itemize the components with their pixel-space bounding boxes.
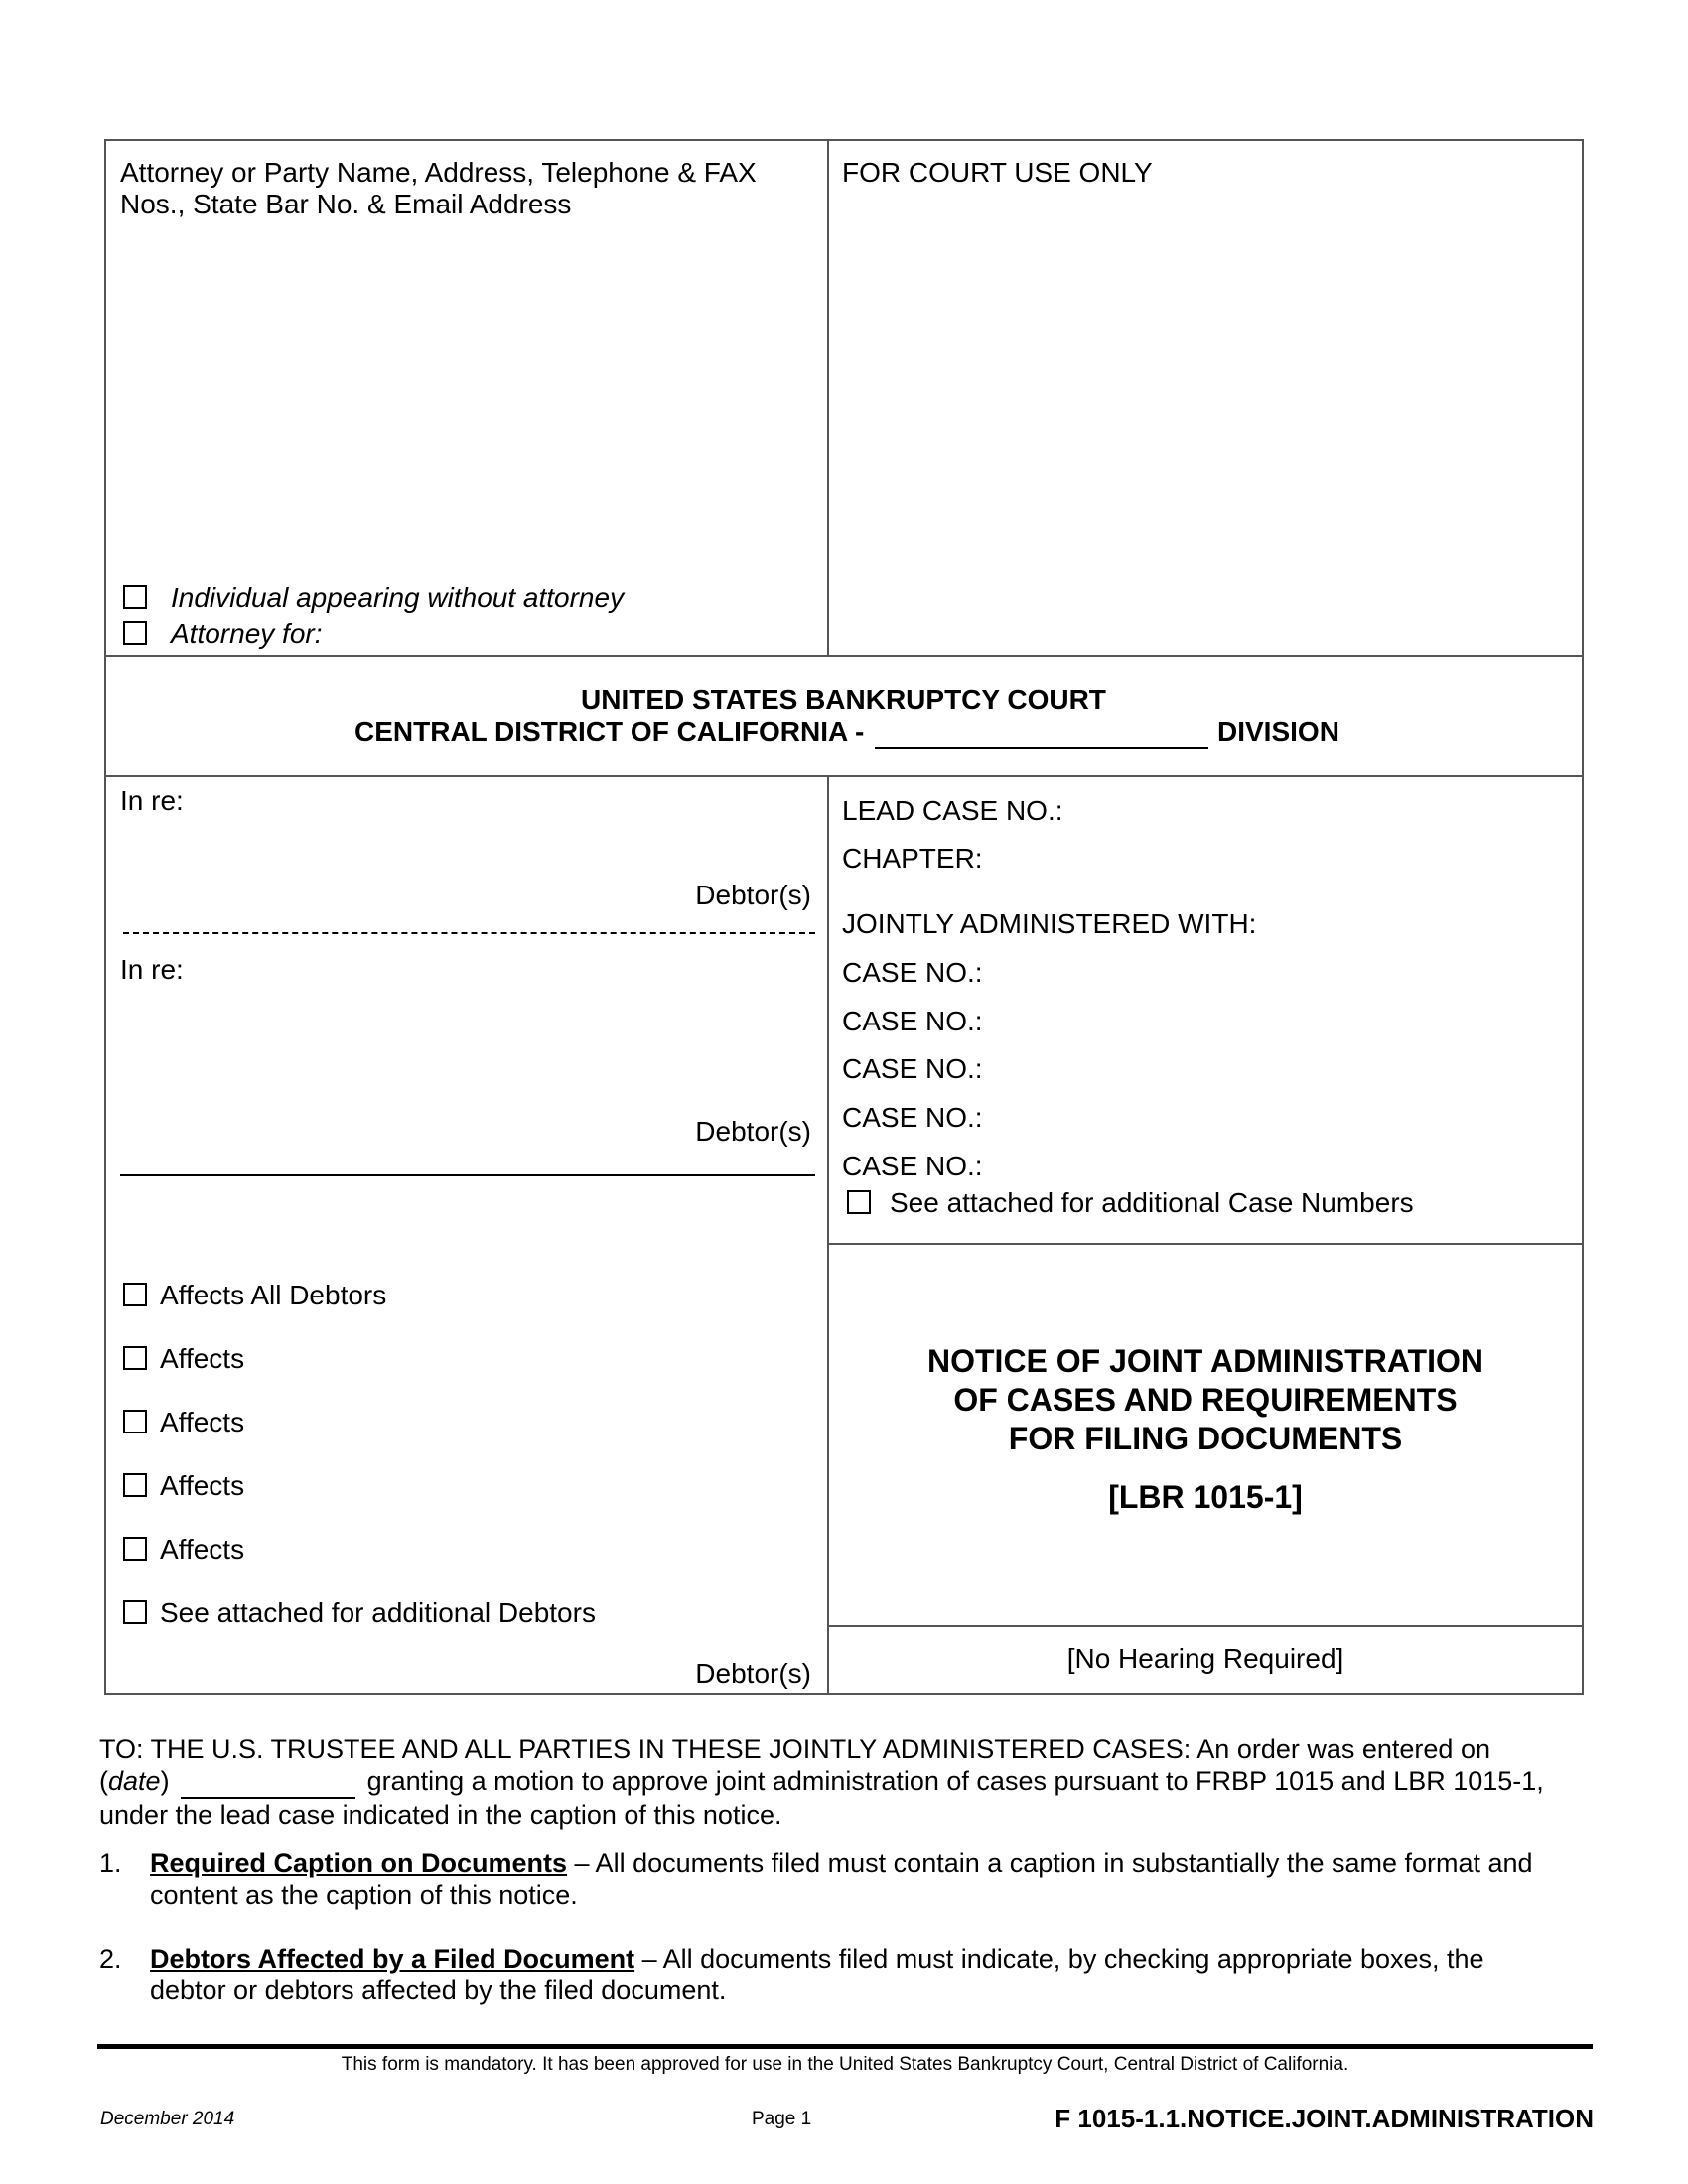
item2-line1-text: – All documents filed must indicate, by checking appropriate boxes, the (634, 1944, 1484, 1974)
item2-number: 2. (99, 1944, 122, 1974)
item1-line2: content as the caption of this notice. (150, 1880, 578, 1910)
form-row-divider-2 (104, 775, 1584, 777)
item1-line1 (150, 1847, 1533, 1879)
division-suffix: DIVISION (1217, 716, 1339, 747)
affects-label-3: Affects (160, 1470, 245, 1501)
form-row-divider-1 (104, 655, 1584, 657)
item2-heading: Debtors Affected by a Filed Document (150, 1944, 635, 1974)
additional-cases-label: See attached for additional Case Numbers (890, 1187, 1414, 1218)
footer-page: Page 1 (752, 2109, 812, 2129)
affects-label-1: Affects (160, 1343, 245, 1374)
form-border-top (104, 139, 1584, 141)
notice-title-line3: FOR FILING DOCUMENTS (1008, 1421, 1403, 1456)
affects-checkbox-2[interactable] (123, 1410, 147, 1433)
attorney-label-line1: Attorney or Party Name, Address, Telephone & FAX (120, 157, 757, 188)
item2-line1 (150, 1943, 1484, 1975)
additional-cases-checkbox[interactable] (847, 1190, 871, 1214)
rule-reference: [LBR 1015-1] (1108, 1479, 1303, 1515)
affects-checkbox-3[interactable] (123, 1473, 147, 1497)
case-no-5: CASE NO.: (842, 1151, 983, 1181)
footer-date: December 2014 (100, 2109, 235, 2129)
case-no-2: CASE NO.: (842, 1006, 983, 1036)
additional-debtors-checkbox[interactable] (123, 1600, 147, 1624)
additional-debtors-label: See attached for additional Debtors (160, 1597, 596, 1628)
form-divider-lower (827, 775, 829, 1695)
in-re-1: In re: (120, 785, 184, 816)
item1-text (150, 1847, 1533, 1911)
jointly-administered-label: JOINTLY ADMINISTERED WITH: (842, 908, 1257, 939)
attorney-for-checkbox[interactable] (123, 621, 147, 645)
division-blank[interactable] (875, 747, 1208, 749)
affects-label-4: Affects (160, 1534, 245, 1565)
case-no-1: CASE NO.: (842, 957, 983, 988)
item1-line1-text: – All documents filed must contain a caption in substantially the same format and (567, 1848, 1533, 1878)
form-border-right (1582, 139, 1584, 1695)
case-no-4: CASE NO.: (842, 1102, 983, 1133)
form-divider-upper (827, 139, 829, 657)
affects-all-checkbox[interactable] (123, 1283, 147, 1306)
debtor-label-2: Debtor(s) (695, 1116, 811, 1147)
debtor-label-3: Debtor(s) (695, 1658, 811, 1689)
attorney-label (120, 157, 757, 220)
court-use-label: FOR COURT USE ONLY (842, 157, 1153, 188)
court-name: UNITED STATES BANKRUPTCY COURT (581, 684, 1106, 715)
attorney-label-line2: Nos., State Bar No. & Email Address (120, 189, 572, 219)
item2-text (150, 1943, 1484, 2006)
title-section-bottom (827, 1625, 1584, 1627)
no-hearing-label: [No Hearing Required] (1066, 1643, 1344, 1674)
attorney-for-checkbox-label: Attorney for: (171, 618, 323, 649)
intro-line3: under the lead case indicated in the caption of this notice. (99, 1800, 782, 1830)
footer-rule (97, 2044, 1593, 2049)
caption-separator (120, 1174, 815, 1176)
district-prefix: CENTRAL DISTRICT OF CALIFORNIA - (354, 716, 865, 747)
footer-form-id: F 1015-1.1.NOTICE.JOINT.ADMINISTRATION (1055, 2104, 1594, 2133)
chapter-label: CHAPTER: (842, 843, 983, 874)
form-border-left (104, 139, 106, 1695)
affects-checkbox-1[interactable] (123, 1346, 147, 1370)
intro-line2: (date) granting a motion to approve joint administration of cases pursuant to FRBP 1015 and LBR 1015-1, (99, 1765, 1589, 1799)
notice-title-line2: OF CASES AND REQUIREMENTS (953, 1382, 1458, 1418)
case-section-bottom (827, 1243, 1584, 1245)
dashed-separator (123, 932, 815, 934)
affects-label-2: Affects (160, 1407, 245, 1437)
form-border-bottom (104, 1693, 1584, 1695)
item1-number: 1. (99, 1848, 122, 1878)
affects-checkbox-4[interactable] (123, 1537, 147, 1561)
notice-title-line1: NOTICE OF JOINT ADMINISTRATION (927, 1343, 1483, 1379)
item2-line2: debtor or debtors affected by the filed document. (150, 1976, 727, 2005)
intro-line2-text: granting a motion to approve joint administration of cases pursuant to FRBP 1015 and LBR 1015-1, (366, 1766, 1544, 1796)
individual-checkbox[interactable] (123, 585, 147, 609)
in-re-2: In re: (120, 954, 184, 985)
affects-all-label: Affects All Debtors (160, 1280, 387, 1310)
footer-mandatory: This form is mandatory. It has been approved for use in the United States Bankruptcy Court, Central District of California. (341, 2054, 1349, 2075)
intro-paragraph (99, 1733, 1589, 1831)
notice-title (829, 1342, 1582, 1517)
lead-case-label: LEAD CASE NO.: (842, 795, 1063, 826)
date-word: date (108, 1766, 161, 1796)
case-no-3: CASE NO.: (842, 1053, 983, 1084)
intro-line1: TO: THE U.S. TRUSTEE AND ALL PARTIES IN THESE JOINTLY ADMINISTERED CASES: An order was entered on (99, 1734, 1490, 1764)
individual-checkbox-label: Individual appearing without attorney (171, 582, 625, 613)
item1-heading: Required Caption on Documents (150, 1848, 568, 1878)
date-blank[interactable] (181, 1765, 355, 1799)
debtor-label-1: Debtor(s) (695, 880, 811, 910)
